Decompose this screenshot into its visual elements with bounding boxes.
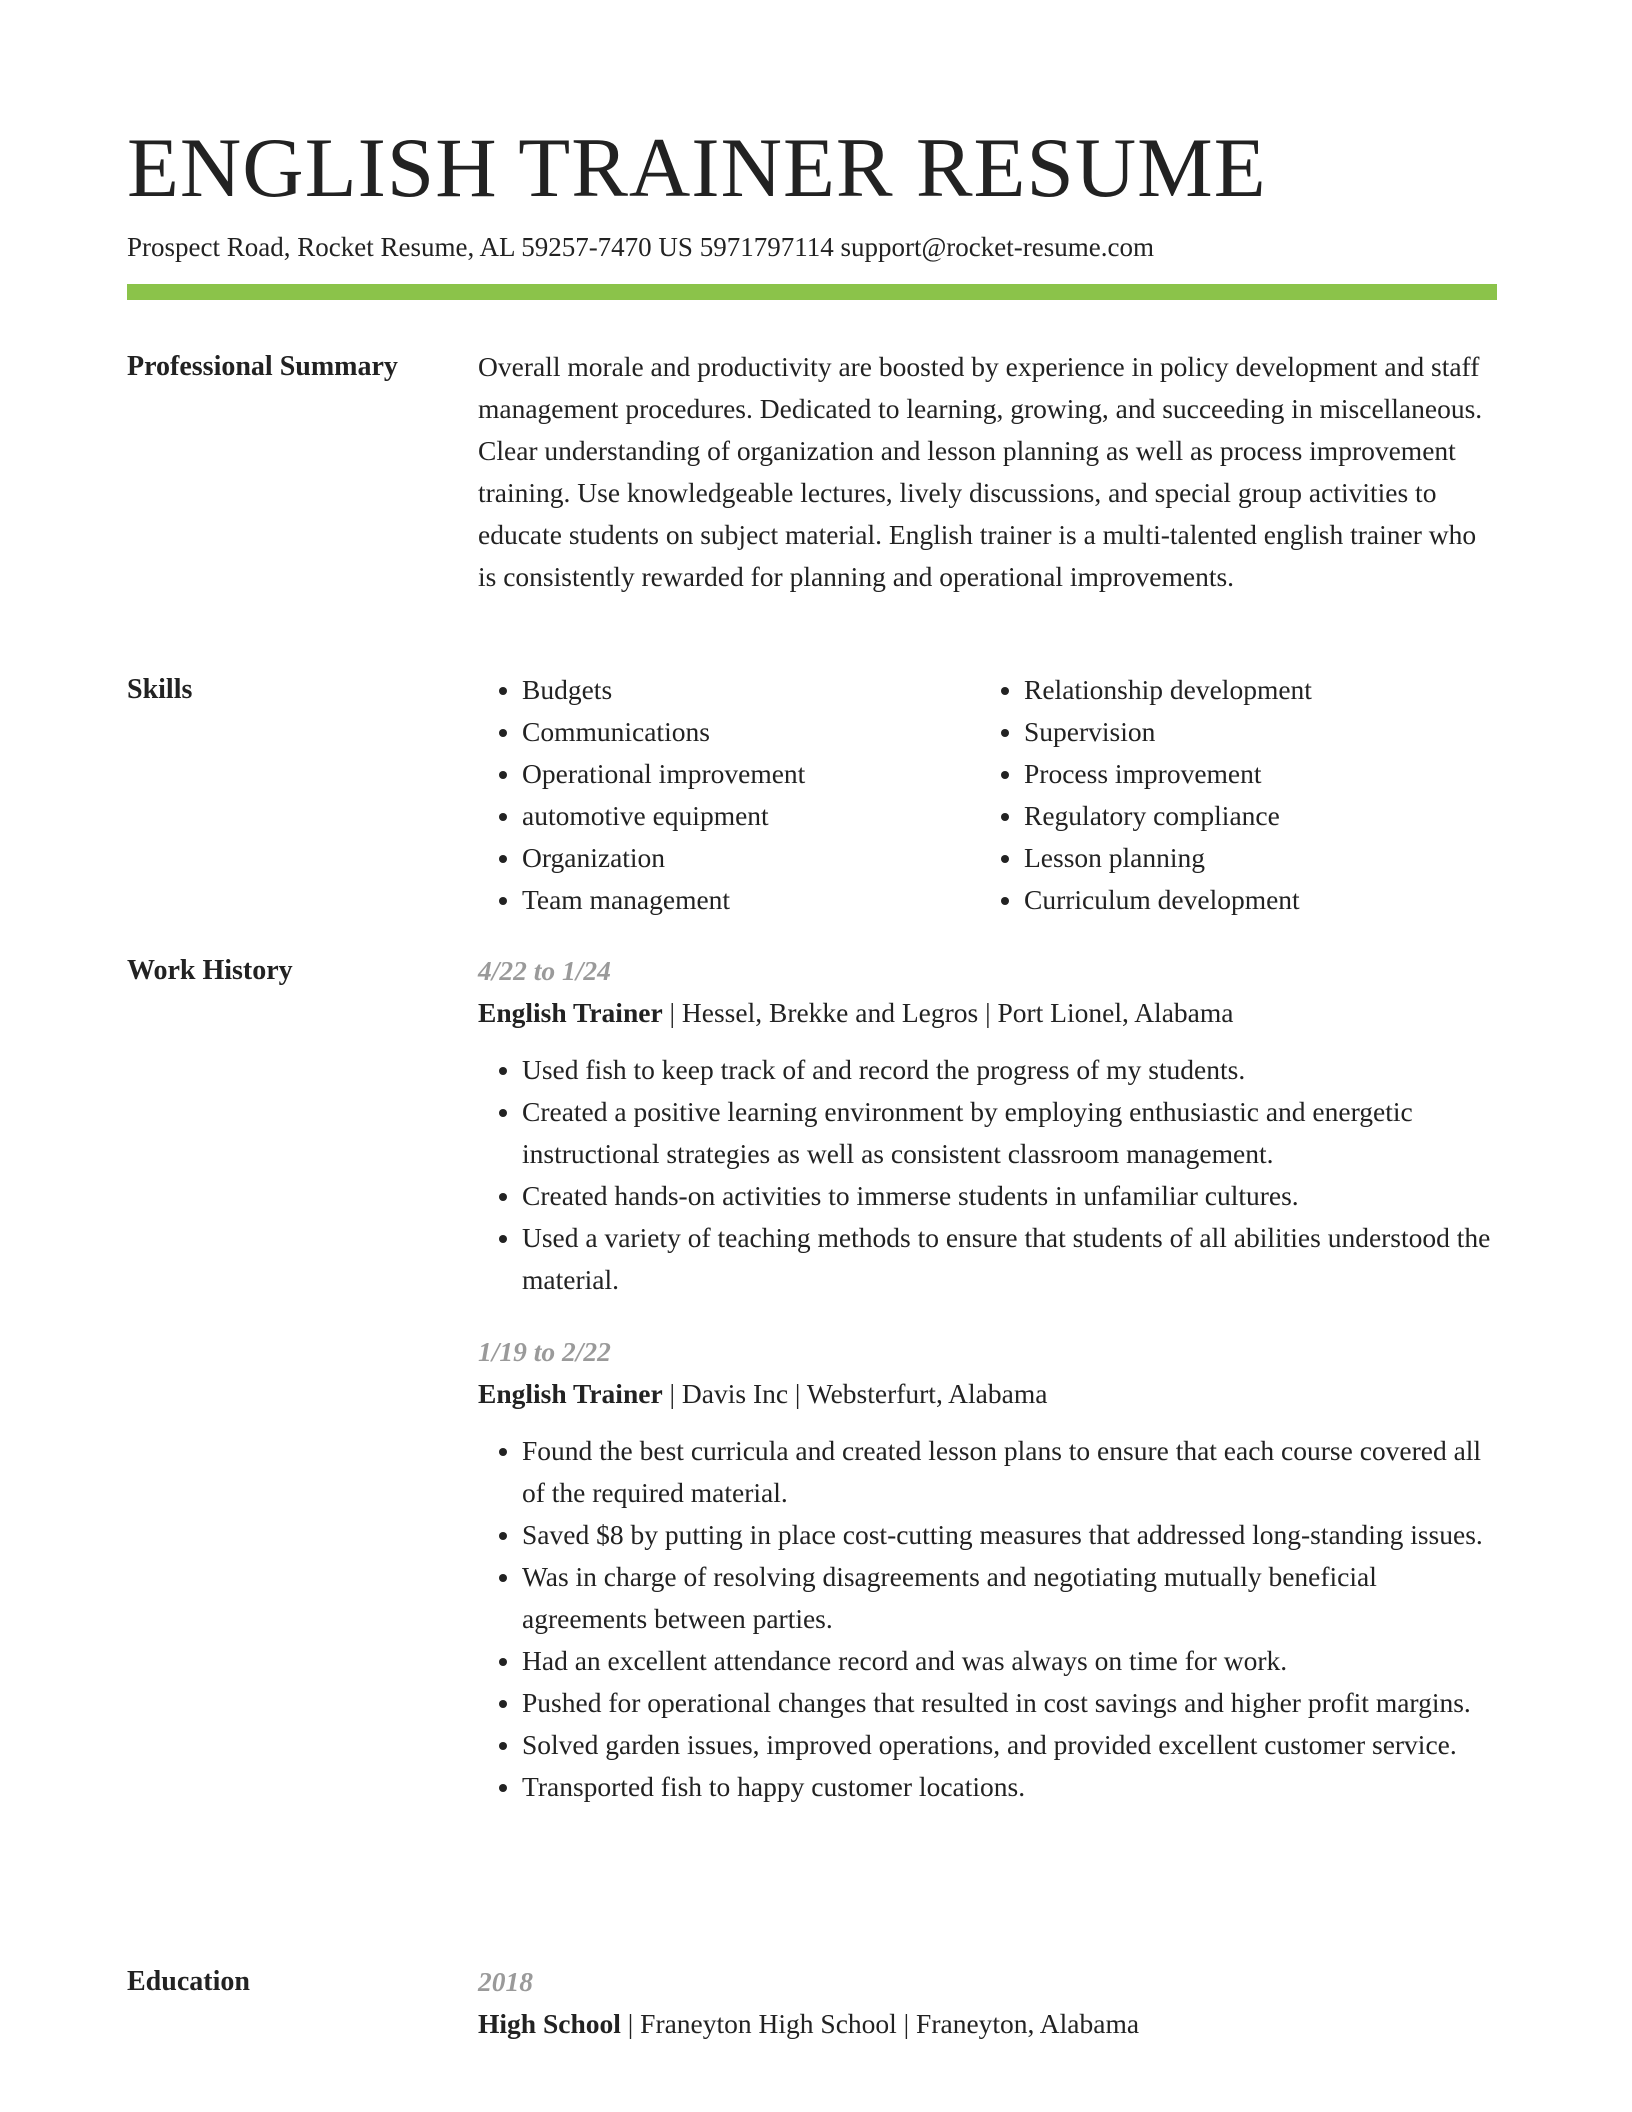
skill-item: • Process improvement bbox=[1024, 753, 1482, 795]
skills-heading: Skills bbox=[127, 674, 193, 705]
job-role: English Trainer bbox=[478, 997, 663, 1028]
skills-list-left bbox=[478, 669, 980, 921]
skill-item: • Team management bbox=[522, 879, 980, 921]
job-bullets bbox=[478, 1430, 1497, 1808]
skill-item: • Organization bbox=[522, 837, 980, 879]
job-bullet: • Created hands-on activities to immerse students in unfamiliar cultures. bbox=[522, 1175, 1497, 1217]
job-bullet: • Created a positive learning environment by employing enthusiastic and energetic instructional strategies as well as consistent classroom management. bbox=[522, 1091, 1497, 1175]
job-dates: 1/19 to 2/22 bbox=[478, 1336, 611, 1367]
skills-list-right bbox=[980, 669, 1482, 921]
job-bullet: • Pushed for operational changes that resulted in cost savings and higher profit margins. bbox=[522, 1682, 1497, 1724]
skill-item: • Communications bbox=[522, 711, 980, 753]
job-role: English Trainer bbox=[478, 1378, 663, 1409]
skill-item: • Supervision bbox=[1024, 711, 1482, 753]
education-degree: High School bbox=[478, 2008, 621, 2039]
job-bullet: • Solved garden issues, improved operations, and provided excellent customer service. bbox=[522, 1724, 1497, 1766]
skill-item: • Curriculum development bbox=[1024, 879, 1482, 921]
education-heading: Education bbox=[127, 1966, 250, 1997]
header-divider bbox=[127, 284, 1497, 300]
contact-info: Prospect Road, Rocket Resume, AL 59257-7470 US 5971797114 support@rocket-resume.com bbox=[127, 232, 1154, 262]
job-entry bbox=[478, 950, 1497, 1301]
skill-item: • automotive equipment bbox=[522, 795, 980, 837]
job-bullet: • Used a variety of teaching methods to ensure that students of all abilities understood the material. bbox=[522, 1217, 1497, 1301]
summary-heading: Professional Summary bbox=[127, 351, 398, 382]
job-employer: | Hessel, Brekke and Legros | Port Lionel, Alabama bbox=[662, 997, 1234, 1028]
job-entry bbox=[478, 1331, 1497, 1808]
job-bullet: • Used fish to keep track of and record the progress of my students. bbox=[522, 1049, 1497, 1091]
skill-item: • Relationship development bbox=[1024, 669, 1482, 711]
job-bullet: • Had an excellent attendance record and was always on time for work. bbox=[522, 1640, 1497, 1682]
education-school: | Franeyton High School | Franeyton, Alabama bbox=[620, 2008, 1140, 2039]
job-dates: 4/22 to 1/24 bbox=[478, 955, 611, 986]
job-bullet: • Was in charge of resolving disagreements and negotiating mutually beneficial agreements between parties. bbox=[522, 1556, 1497, 1640]
job-title-line bbox=[478, 992, 1497, 1034]
skill-item: • Lesson planning bbox=[1024, 837, 1482, 879]
job-bullet: • Transported fish to happy customer locations. bbox=[522, 1766, 1497, 1808]
job-title-line bbox=[478, 1373, 1497, 1415]
education-dates: 2018 bbox=[478, 1966, 533, 1997]
job-employer: | Davis Inc | Websterfurt, Alabama bbox=[662, 1378, 1048, 1409]
job-bullet: • Saved $8 by putting in place cost-cutting measures that addressed long-standing issues. bbox=[522, 1514, 1497, 1556]
resume-title: ENGLISH TRAINER RESUME bbox=[127, 121, 1267, 215]
skill-item: • Budgets bbox=[522, 669, 980, 711]
job-bullets bbox=[478, 1049, 1497, 1301]
job-bullet: • Found the best curricula and created lesson plans to ensure that each course covered all of the required material. bbox=[522, 1430, 1497, 1514]
skill-item: • Operational improvement bbox=[522, 753, 980, 795]
education-line bbox=[478, 2003, 1497, 2045]
skill-item: • Regulatory compliance bbox=[1024, 795, 1482, 837]
summary-text: Overall morale and productivity are boosted by experience in policy development and staff management procedures. Dedicated to learning, growing, and succeeding in miscellaneous. Clear understanding of organization and lesson planning as well as process improvement training. Use knowledgeable lectures, lively discussions, and special group activities to educate students on subject material. English trainer is a multi-talented english trainer who is consistently rewarded for planning and operational improvements. bbox=[478, 351, 1483, 592]
work-history-heading: Work History bbox=[127, 955, 293, 986]
